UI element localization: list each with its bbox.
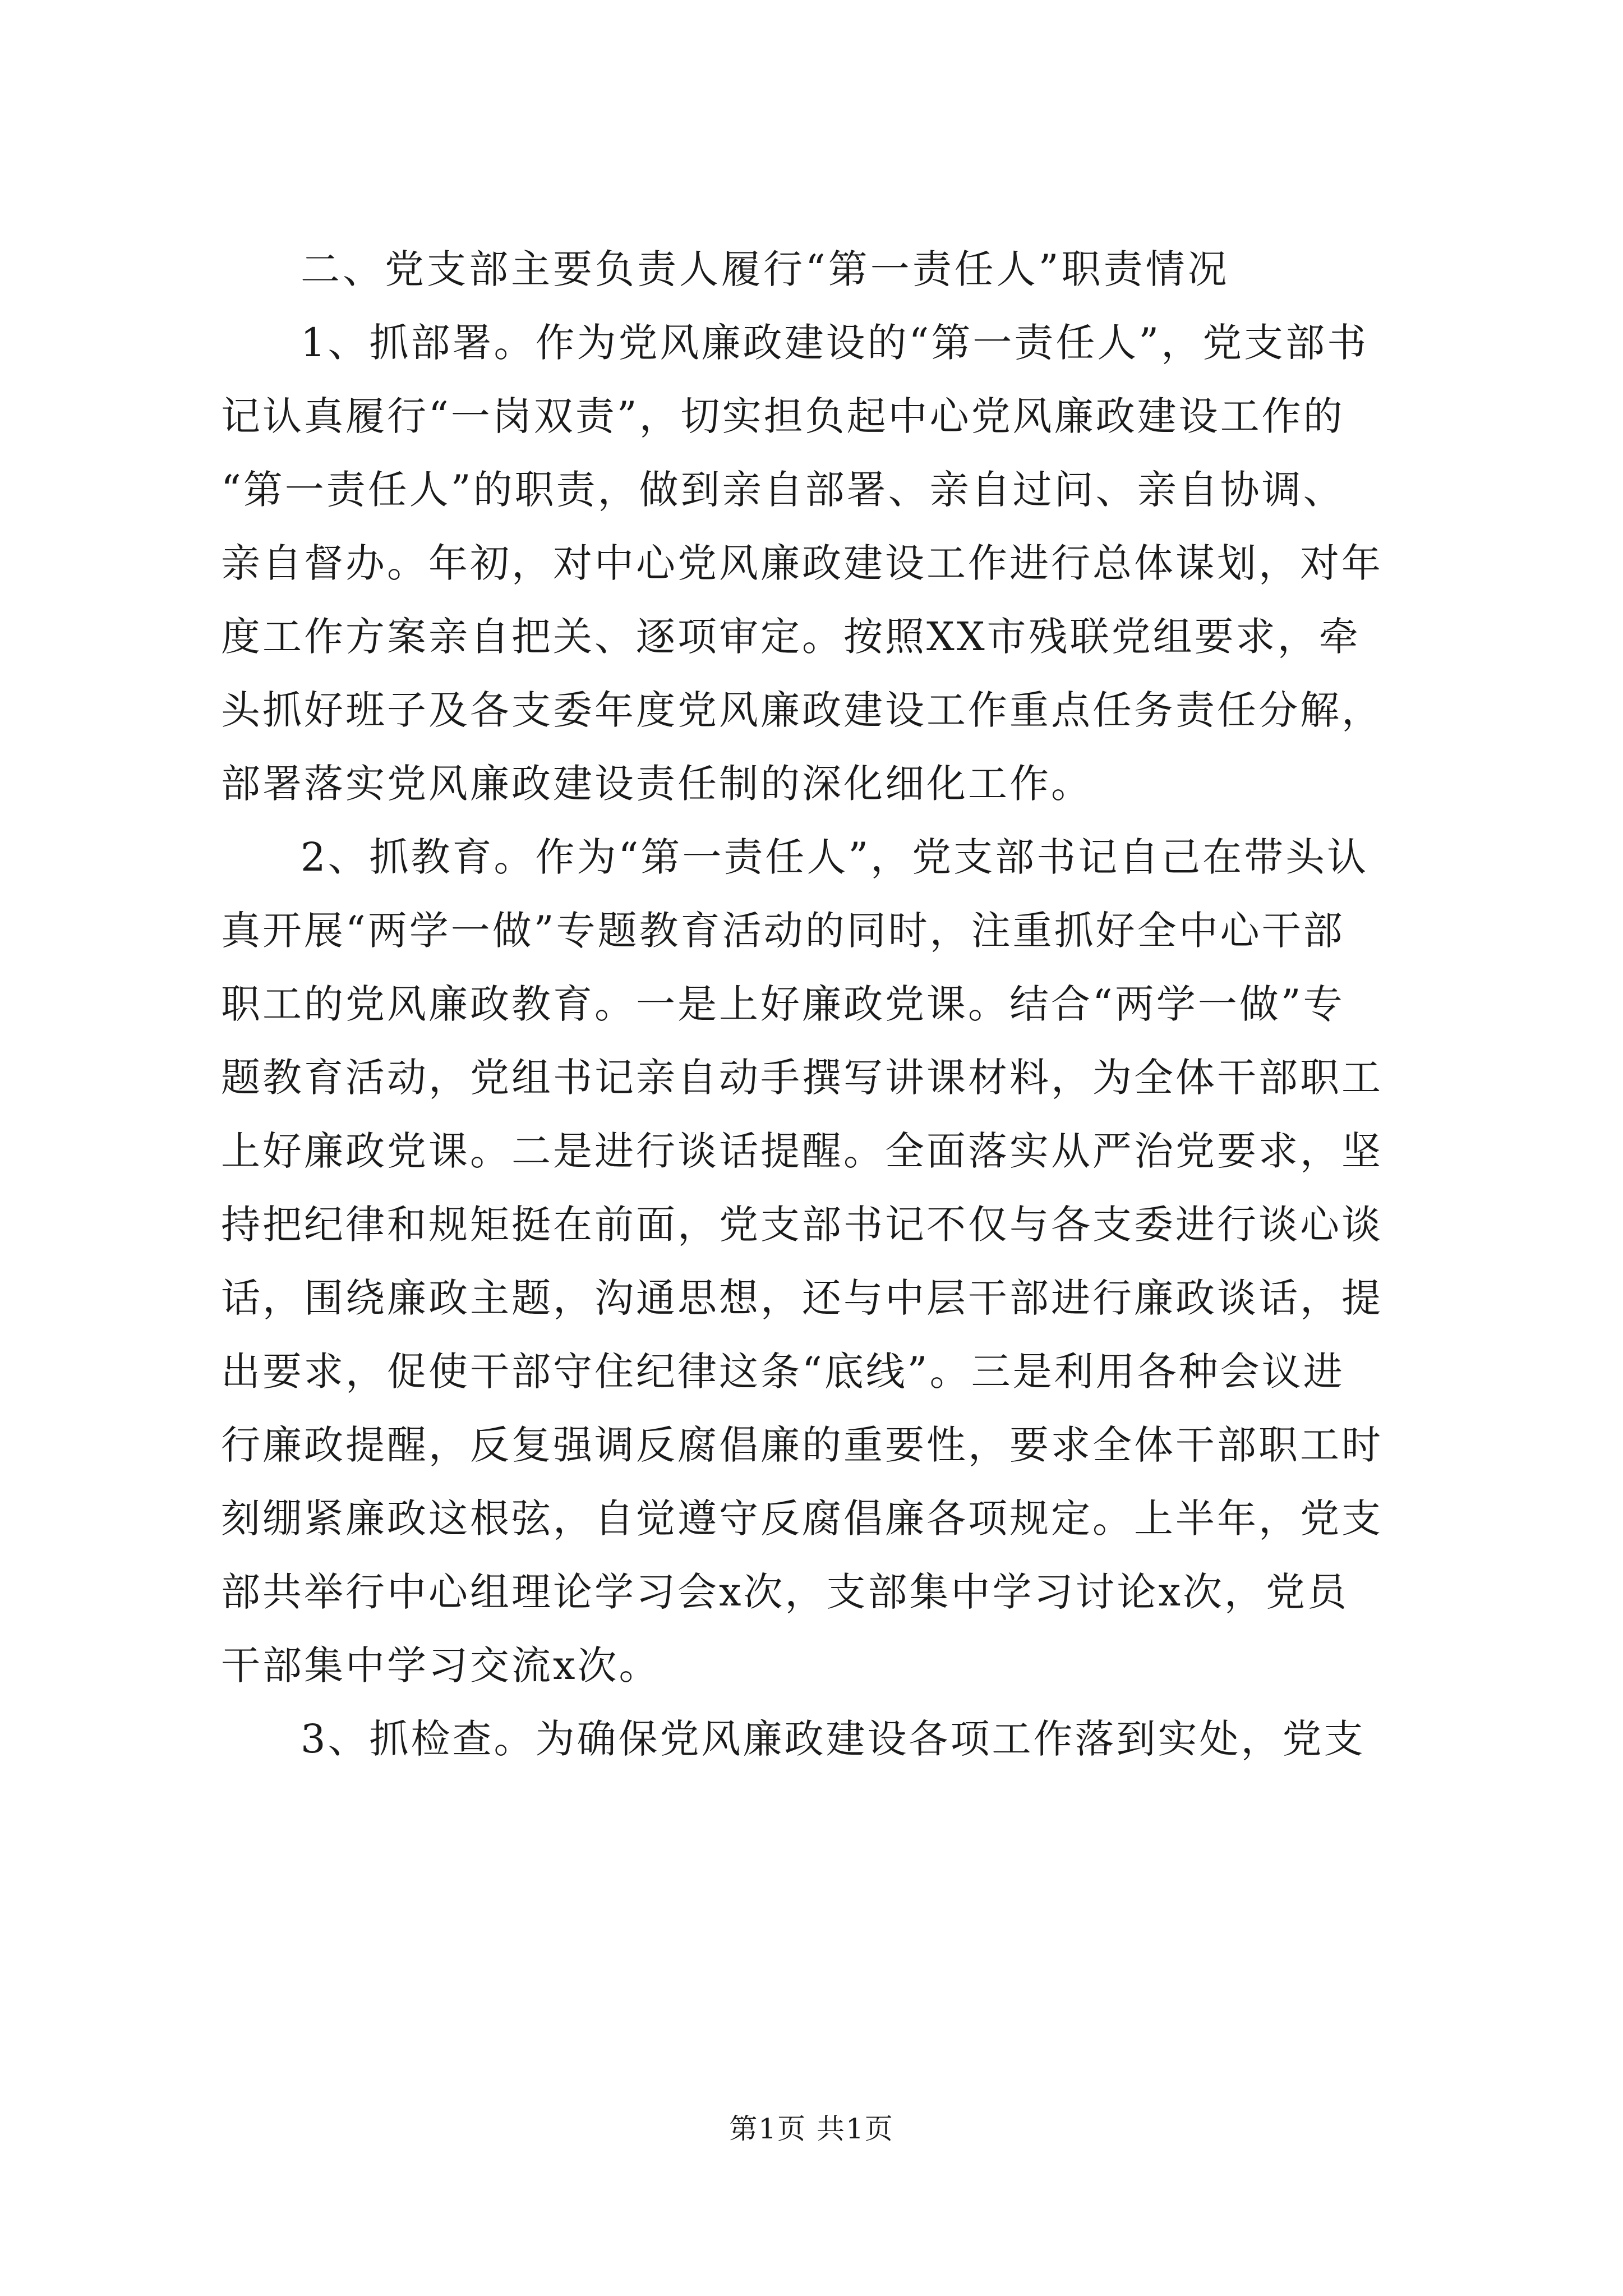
paragraph-line: 头抓好班子及各支委年度党风廉政建设工作重点任务责任分解， [221, 687, 1383, 733]
paragraph-line: 持把纪律和规矩挺在前面，党支部书记不仅与各支委进行谈心谈 [221, 1202, 1383, 1248]
paragraph-line: 刻绷紧廉政这根弦，自觉遵守反腐倡廉各项规定。上半年，党支 [221, 1496, 1383, 1542]
paragraph-inspection [221, 1703, 1421, 1776]
paragraph-line: 职工的党风廉政教育。一是上好廉政党课。结合“两学一做”专 [221, 981, 1345, 1027]
paragraph-line: 部署落实党风廉政建设责任制的深化细化工作。 [221, 761, 1092, 807]
section-heading: 二、党支部主要负责人履行“第一责任人”职责情况 [301, 246, 1230, 292]
paragraph-education [221, 821, 1421, 1703]
paragraph-line: 度工作方案亲自把关、逐项审定。按照XX市残联党组要求，牵 [221, 614, 1361, 660]
paragraph-line: 出要求，促使干部守住纪律这条“底线”。三是利用各种会议进 [221, 1349, 1345, 1395]
paragraph-line: “第一责任人”的职责，做到亲自部署、亲自过问、亲自协调、 [221, 467, 1345, 513]
paragraph-line: 上好廉政党课。二是进行谈话提醒。全面落实从严治党要求，坚 [221, 1128, 1383, 1174]
paragraph-line: 部共举行中心组理论学习会x次，支部集中学习讨论x次，党员 [221, 1569, 1349, 1615]
paragraph-line: 真开展“两学一做”专题教育活动的同时，注重抓好全中心干部 [221, 908, 1345, 954]
paragraph-line: 2、抓教育。作为“第一责任人”，党支部书记自己在带头认 [301, 834, 1369, 880]
paragraph-line: 行廉政提醒，反复强调反腐倡廉的重要性，要求全体干部职工时 [221, 1422, 1383, 1468]
paragraph-line: 3、抓检查。为确保党风廉政建设各项工作落到实处，党支 [301, 1716, 1366, 1762]
document-body [221, 233, 1421, 1776]
paragraph-deployment [221, 306, 1421, 821]
paragraph-line: 话，围绕廉政主题，沟通思想，还与中层干部进行廉政谈话，提 [221, 1275, 1383, 1321]
paragraph-line: 题教育活动，党组书记亲自动手撰写讲课材料，为全体干部职工 [221, 1055, 1383, 1101]
page-footer: 第1页 共1页 [729, 2113, 894, 2145]
paragraph-line: 记认真履行“一岗双责”，切实担负起中心党风廉政建设工作的 [221, 393, 1345, 439]
paragraph-line: 亲自督办。年初，对中心党风廉政建设工作进行总体谋划，对年 [221, 540, 1383, 586]
paragraph-line: 干部集中学习交流x次。 [221, 1642, 661, 1688]
paragraph-line: 1、抓部署。作为党风廉政建设的“第一责任人”，党支部书 [301, 320, 1369, 366]
